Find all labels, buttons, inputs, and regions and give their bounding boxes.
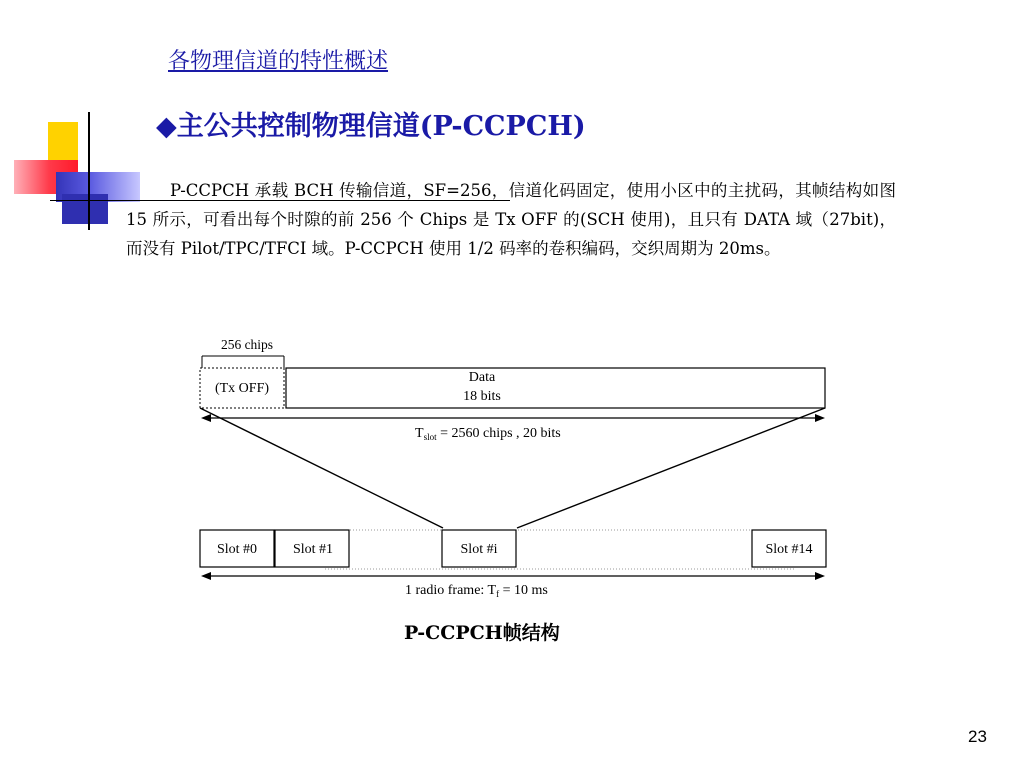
txoff-label: (Tx OFF) xyxy=(214,381,270,396)
frame-subscript: f xyxy=(496,589,500,599)
section-title-link[interactable]: 各物理信道的特性概述 xyxy=(168,49,389,74)
frame-structure-diagram xyxy=(195,330,835,610)
tslot-subscript: slot xyxy=(423,432,437,442)
tslot-value: = 2560 chips , 20 bits xyxy=(436,426,561,441)
blue-square-decoration xyxy=(62,194,108,224)
slot-label-0: Slot #0 xyxy=(216,542,258,557)
frame-arrowhead-right xyxy=(815,572,825,580)
data-bits-label: 18 bits xyxy=(463,389,501,404)
vertical-rule xyxy=(88,112,90,230)
page-number: 23 xyxy=(968,727,987,746)
frame-label xyxy=(405,583,548,599)
slide-heading xyxy=(156,104,586,143)
diamond-bullet-icon: ◆ xyxy=(156,111,177,142)
slot-label-i: Slot #i xyxy=(460,542,498,557)
expand-line-right xyxy=(517,408,825,528)
expand-line-left xyxy=(200,408,443,528)
tslot-label xyxy=(415,426,561,442)
heading-text: 主公共控制物理信道(P-CCPCH) xyxy=(176,111,586,142)
tslot-arrowhead-left xyxy=(201,414,211,422)
tslot-T: T xyxy=(415,426,424,441)
slot-label-14: Slot #14 xyxy=(765,542,813,557)
yellow-square-decoration xyxy=(48,122,78,160)
data-box xyxy=(286,368,825,408)
slot-label-1: Slot #1 xyxy=(292,542,334,557)
frame-value: = 10 ms xyxy=(499,583,548,598)
body-paragraph: P-CCPCH 承载 BCH 传输信道，SF=256，信道化码固定，使用小区中的主扰码，其帧结构如图 15 所示，可看出每个时隙的前 256 个 Chips 是 Tx OFF 的(SCH 使用)，且只有 DATA 域（27bit)，而没有 Pilot/TPC/TFCI 域。P-CCPCH 使用 1/2 码率的卷积编码，交织周期为 20ms。 xyxy=(126,181,896,258)
tslot-arrowhead-right xyxy=(815,414,825,422)
figure-caption: P-CCPCH帧结构 xyxy=(404,622,560,644)
chips-label: 256 chips xyxy=(220,337,274,352)
data-label: Data xyxy=(468,370,496,385)
frame-arrowhead-left xyxy=(201,572,211,580)
frame-prefix: 1 radio frame: T xyxy=(405,583,497,598)
